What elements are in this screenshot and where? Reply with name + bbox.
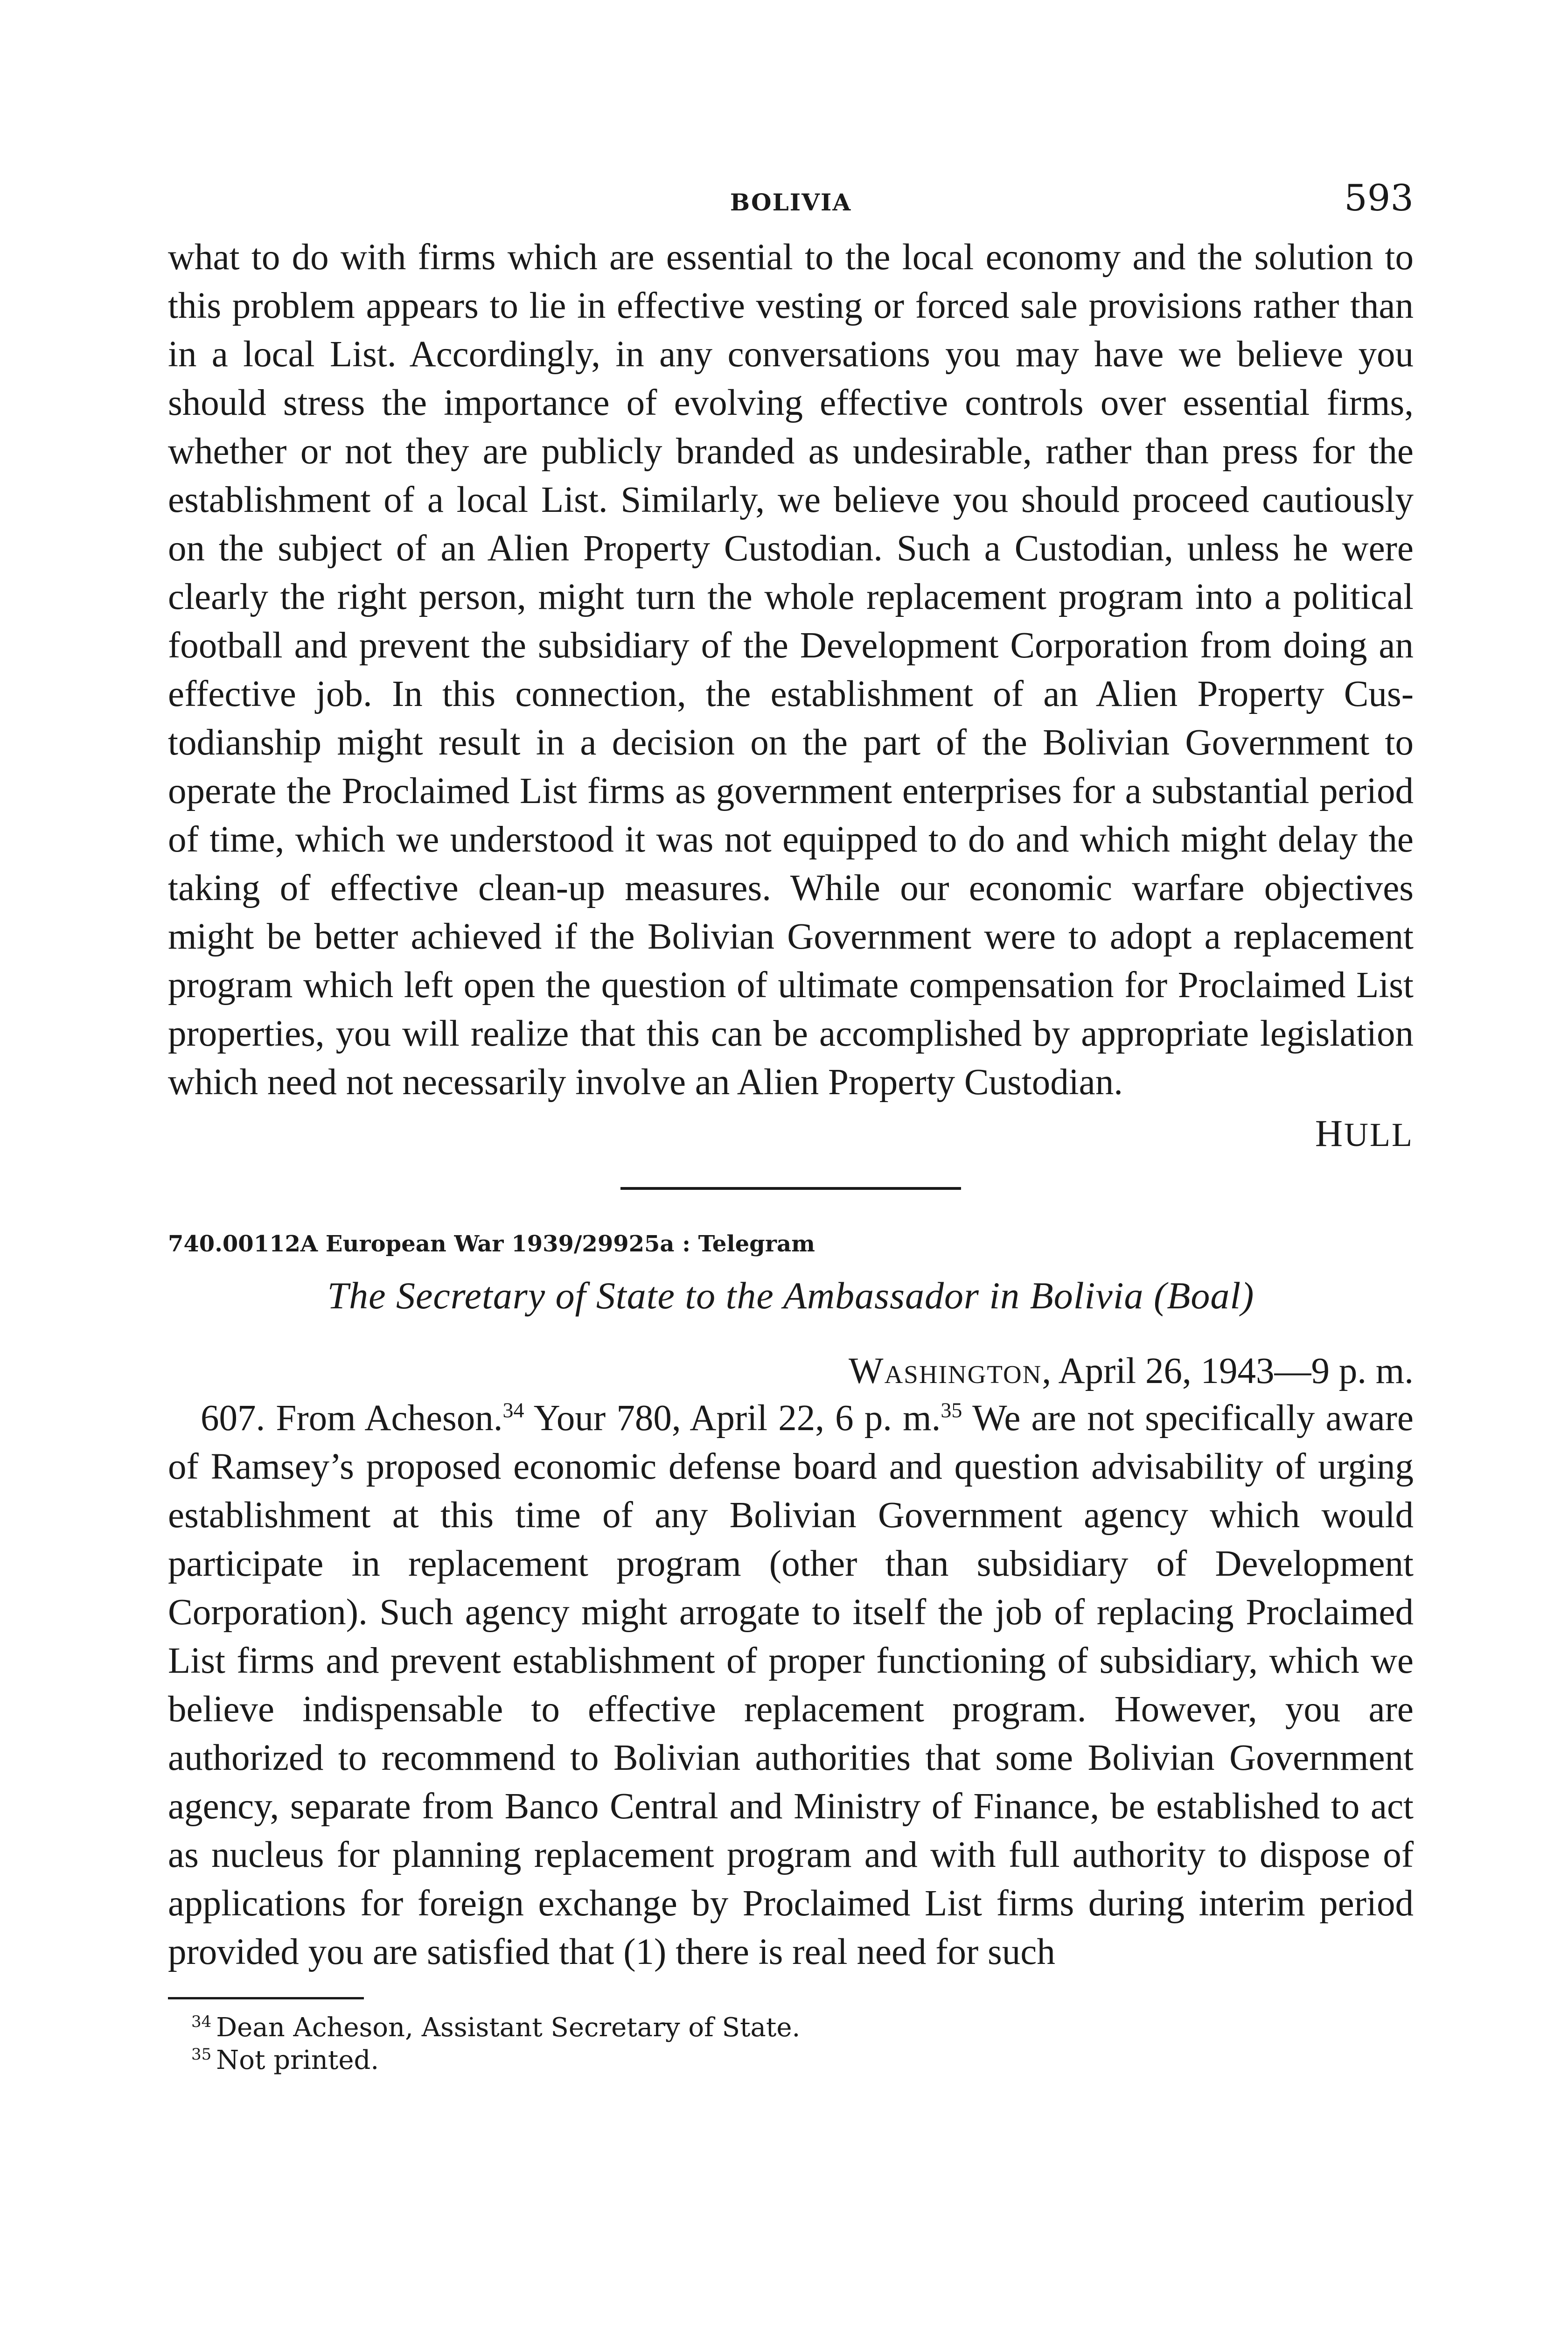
- section-divider: [620, 1187, 961, 1190]
- footnote-ref-35[interactable]: 35: [941, 1398, 962, 1422]
- telegram-text-part2: Your 780, April 22, 6 p. m.: [524, 1398, 941, 1439]
- telegram-text-part3: We are not specifically aware of Ramsey’s proposed economic defense board and question advisability of urging establishment at this time of any Bolivian Government agency which would participate in replacement program (other than subsidiary of Development Corporation). Such agency might arrogate to itself the job of replacing Proclaimed List firms and prevent establishment of proper functioning of subsidiary, which we believe indispensable to effective replacement program. However, you are authorized to recommend to Bolivian authorities that some Bolivian Government agency, separate from Banco Central and Ministry of Finance, be established to act as nucleus for planning replacement program and with full authority to dispose of applications for foreign exchange by Proclaimed List firms during interim period provided you are satisfied that (1) there is real need for such: [168, 1398, 1414, 1972]
- signature: [168, 1111, 1414, 1155]
- footnote-35: [168, 2044, 1414, 2077]
- footnote-marker: 34: [191, 2012, 212, 2032]
- footnote-text: Dean Acheson, Assistant Secretary of State.: [216, 2012, 801, 2043]
- signature-initial: H: [1315, 1112, 1345, 1154]
- footnote-divider: [168, 1997, 364, 1999]
- footnote-text: Not printed.: [216, 2045, 379, 2075]
- page-number: 593: [1344, 177, 1414, 219]
- signature-rest: ULL: [1344, 1116, 1414, 1153]
- telegram-text-part1: 607. From Acheson.: [201, 1398, 503, 1439]
- continuation-paragraph: what to do with firms which are essential to the local economy and the solution to this problem appears to lie in effective vesting or forced sale provisions rather than in a local List. Accordingly, in any conversations you may have we believe you should stress the importance of evolving effective controls over essential firms, whether or not they are publicly branded as undesirable, rather than press for the establishment of a local List. Similarly, we believe you should proceed cautiously on the subject of an Alien Property Custodian. Such a Custodian, unless he were clearly the right person, might turn the whole replacement program into a political football and prevent the subsidiary of the Development Corporation from doing an effective job. In this connection, the establishment of an Alien Property Custodianship might result in a decision on the part of the Bolivian Government to operate the Proclaimed List firms as government enterprises for a substantial period of time, which we understood it was not equipped to do and which might delay the taking of effective clean-up measures. While our economic warfare objectives might be better achieved if the Bolivian Government were to adopt a replacement program which left open the question of ultimate compensation for Proclaimed List properties, you will realize that this can be accomplished by appropriate legislation which need not necessarily involve an Alien Property Custodian.: [168, 237, 1414, 1103]
- dateline: [168, 1350, 1414, 1392]
- page-header: [168, 177, 1414, 233]
- file-reference: 740.00112A European War 1939/29925a : Telegram: [168, 1231, 815, 1257]
- dateline-date: , April 26, 1943—9 p. m.: [1042, 1351, 1414, 1391]
- footnote-34: [168, 2012, 1414, 2044]
- document-title: The Secretary of State to the Ambassador in Bolivia (Boal): [327, 1274, 1254, 1317]
- footnote-ref-34[interactable]: 34: [502, 1398, 524, 1422]
- dateline-place: Washington: [849, 1351, 1042, 1391]
- telegram-text: [168, 1394, 1414, 1977]
- running-head: BOLIVIA: [730, 189, 852, 216]
- footnote-marker: 35: [191, 2045, 212, 2064]
- document-page: [168, 177, 1414, 2077]
